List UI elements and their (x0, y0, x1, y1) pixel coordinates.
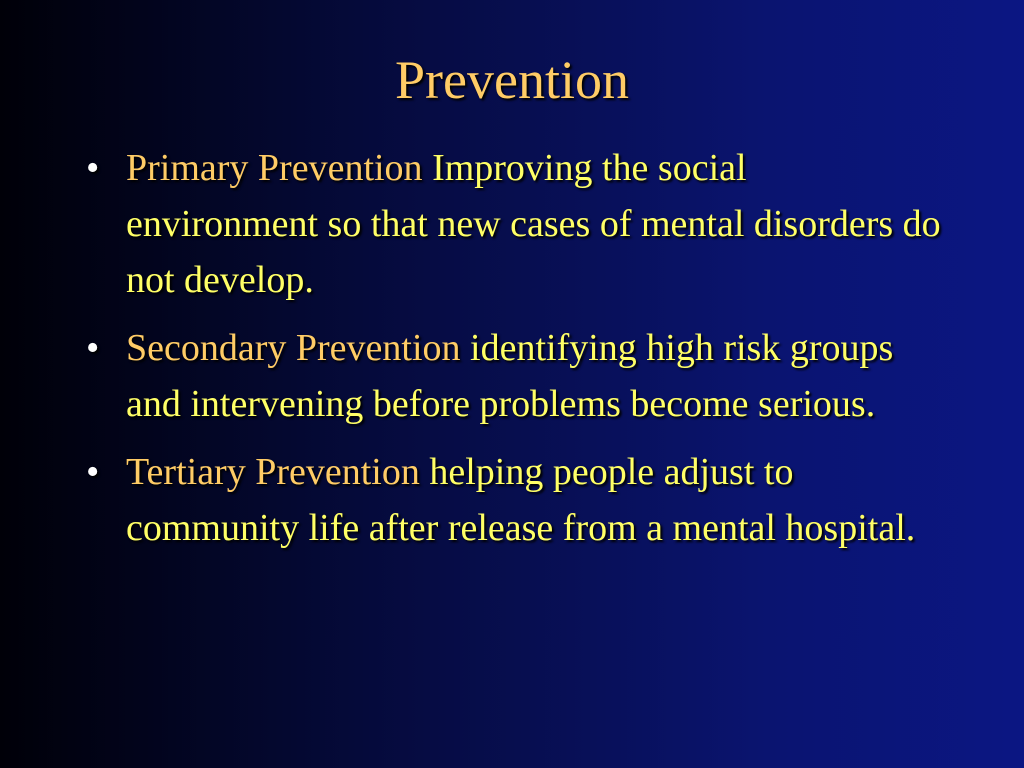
bullet-item-tertiary (86, 444, 946, 556)
bullet-term: Primary Prevention (126, 147, 433, 189)
bullet-item-primary (86, 140, 946, 308)
bullet-dot-icon: • (86, 451, 100, 493)
bullet-description: Improving the social environment so that new cases of mental disorders do not develop. (126, 147, 941, 301)
bullet-list (86, 140, 946, 568)
bullet-item-secondary (86, 320, 946, 432)
bullet-description: helping people adjust to community life after release from a mental hospital. (126, 451, 916, 549)
slide-title: Prevention (395, 50, 629, 110)
bullet-term: Secondary Prevention (126, 327, 471, 369)
bullet-description: identifying high risk groups and intervening before problems become serious. (126, 327, 894, 425)
bullet-term: Tertiary Prevention (126, 451, 430, 493)
bullet-dot-icon: • (86, 147, 100, 189)
bullet-dot-icon: • (86, 327, 100, 369)
